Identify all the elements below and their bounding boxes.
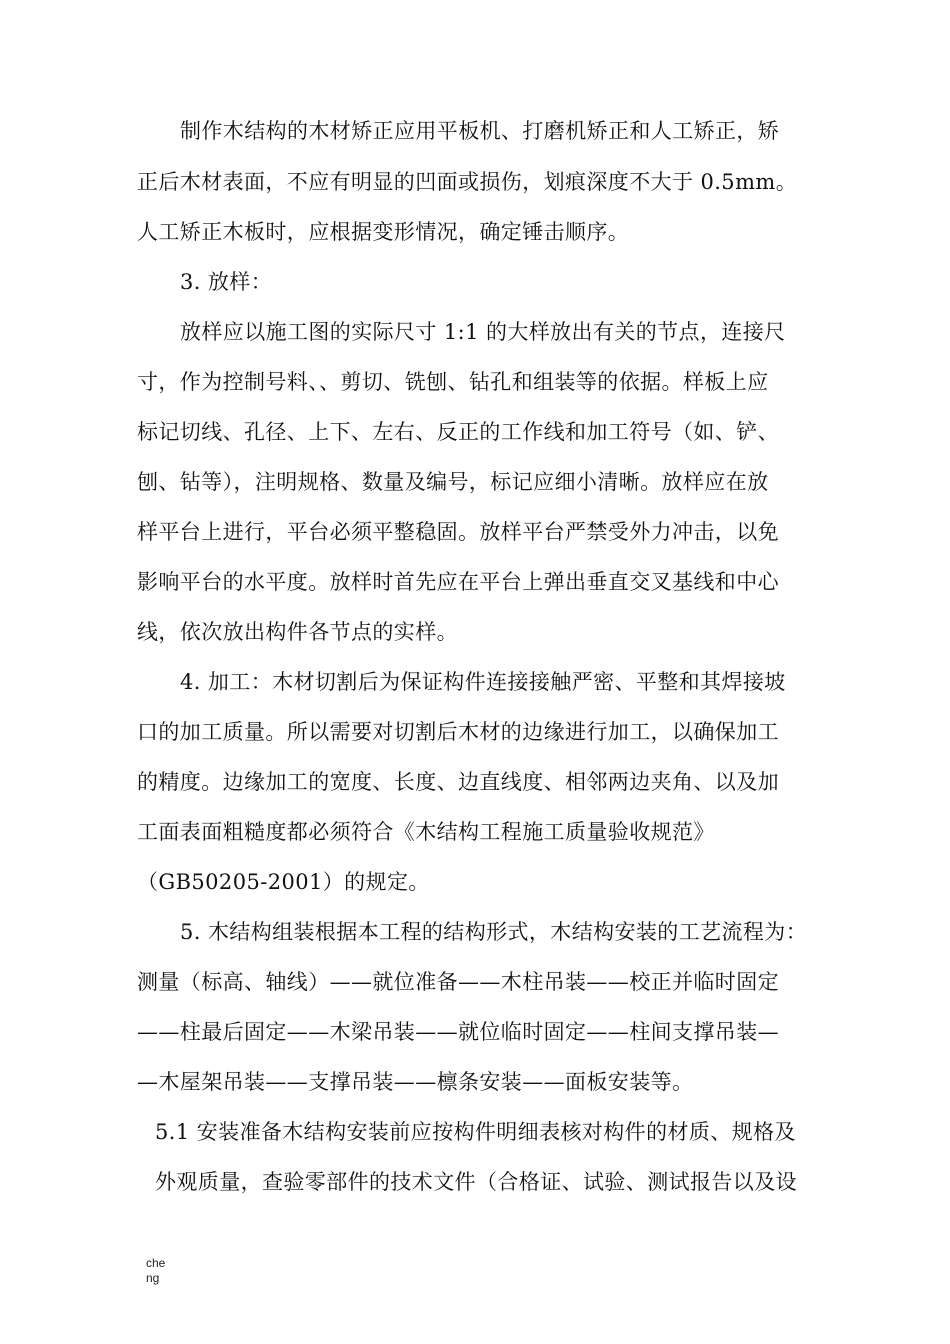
text-line: 人工矫正木板时，应根据变形情况，确定锤击顺序。: [137, 220, 630, 244]
text-line: 标记切线、孔径、上下、左右、反正的工作线和加工符号（如、铲、: [137, 420, 779, 444]
text-line: 口的加工质量。所以需要对切割后木材的边缘进行加工，以确保加工: [137, 720, 779, 744]
text-line: （GB50205-2001）的规定。: [137, 870, 430, 894]
text-line: 放样应以施工图的实际尺寸 1:1 的大样放出有关的节点，连接尺: [180, 320, 786, 344]
footer-line: ng: [146, 1271, 160, 1285]
text-line: 样平台上进行，平台必须平整稳固。放样平台严禁受外力冲击，以免: [137, 520, 779, 544]
section-heading: 3. 放样：: [180, 270, 273, 294]
text-line: ——柱最后固定——木梁吊装——就位临时固定——柱间支撑吊装—: [137, 1020, 779, 1044]
text-line: 正后木材表面，不应有明显的凹面或损伤，划痕深度不大于 0.5mm。: [137, 170, 798, 194]
text-line: 寸，作为控制号料、、剪切、铣刨、钻孔和组装等的依据。样板上应: [137, 370, 769, 394]
text-line: 影响平台的水平度。放样时首先应在平台上弹出垂直交叉基线和中心: [137, 570, 779, 594]
text-line: 的精度。边缘加工的宽度、长度、边直线度、相邻两边夹角、以及加: [137, 770, 779, 794]
text-line: —木屋架吊装——支撑吊装——檩条安装——面板安装等。: [137, 1070, 694, 1094]
text-line: 线，依次放出构件各节点的实样。: [137, 620, 458, 644]
text-line: 工面表面粗糙度都必须符合《木结构工程施工质量验收规范》: [137, 820, 715, 844]
text-line: 测量（标高、轴线）——就位准备——木柱吊装——校正并临时固定: [137, 970, 779, 994]
text-line: 制作木结构的木材矫正应用平板机、打磨机矫正和人工矫正，矫: [180, 119, 780, 143]
text-line: 外观质量，查验零部件的技术文件（合格证、试验、测试报告以及设: [155, 1170, 797, 1194]
text-line: 刨、钻等），注明规格、数量及编号，标记应细小清晰。放样应在放: [137, 470, 769, 494]
text-line: 4. 加工：木材切割后为保证构件连接接触严密、平整和其焊接坡: [180, 670, 786, 694]
text-line: 5. 木结构组装根据本工程的结构形式，木结构安装的工艺流程为：: [180, 920, 808, 944]
text-line: 5.1 安装准备木结构安装前应按构件明细表核对构件的材质、规格及: [155, 1120, 796, 1144]
footer-line: che: [146, 1256, 166, 1270]
page-footer: [146, 1256, 165, 1286]
